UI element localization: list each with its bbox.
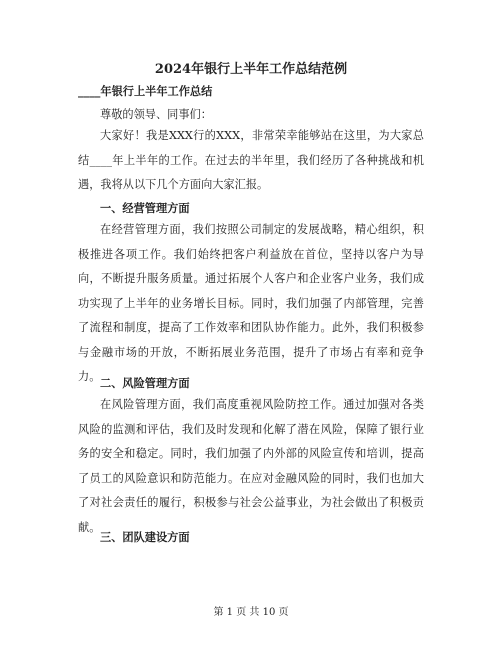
section-2-heading-block [78, 371, 424, 396]
section-heading: 二、风险管理方面 [100, 376, 190, 390]
intro-block [78, 124, 424, 198]
intro-paragraph: 大家好！我是XXX行的XXX，非常荣幸能够站在这里，为大家总结____年上半年的工作。在过去的半年里，我们经历了各种挑战和机遇，我将从以下几个方面向大家汇报。 [78, 129, 424, 191]
salutation: 尊敬的领导、同事们： [100, 108, 212, 121]
section-2-body-block [78, 393, 424, 540]
page-number-footer: 第 1 页 共 10 页 [213, 607, 289, 618]
section-3-heading-block [78, 525, 424, 550]
section-1-body-block [78, 218, 424, 390]
document-title: 2024年银行上半年工作总结范例 [154, 62, 348, 77]
section-paragraph: 在风险管理方面，我们高度重视风险防控工作。通过加强对各类风险的监测和评估，我们及时发现和化解了潜在风险，保障了银行业务的安全和稳定。同时，我们加强了内外部的风险宣传和培训，提高了员工的风险意识和防范能力。在应对金融风险的同时，我们也加大了对社会责任的履行，积极参与社会公益事业，为社会做出了积极贡献。 [78, 398, 424, 534]
section-1-heading-block [78, 196, 424, 221]
section-paragraph: 在经营管理方面，我们按照公司制定的发展战略，精心组织，积极推进各项工作。我们始终把客户利益放在首位，坚持以客户为导向，不断提升服务质量。通过拓展个人客户和企业客户业务，我们成功实现了上半年的业务增长目标。同时，我们加强了内部管理，完善了流程和制度，提高了工作效率和团队协作能力。此外，我们积极参与金融市场的开放，不断拓展业务范围，提升了市场占有率和竞争力。 [78, 223, 424, 383]
subtitle-block [78, 79, 424, 104]
section-heading: 一、经营管理方面 [100, 201, 190, 215]
document-subtitle: ____年银行上半年工作总结 [78, 84, 213, 98]
section-heading: 三、团队建设方面 [100, 530, 190, 544]
